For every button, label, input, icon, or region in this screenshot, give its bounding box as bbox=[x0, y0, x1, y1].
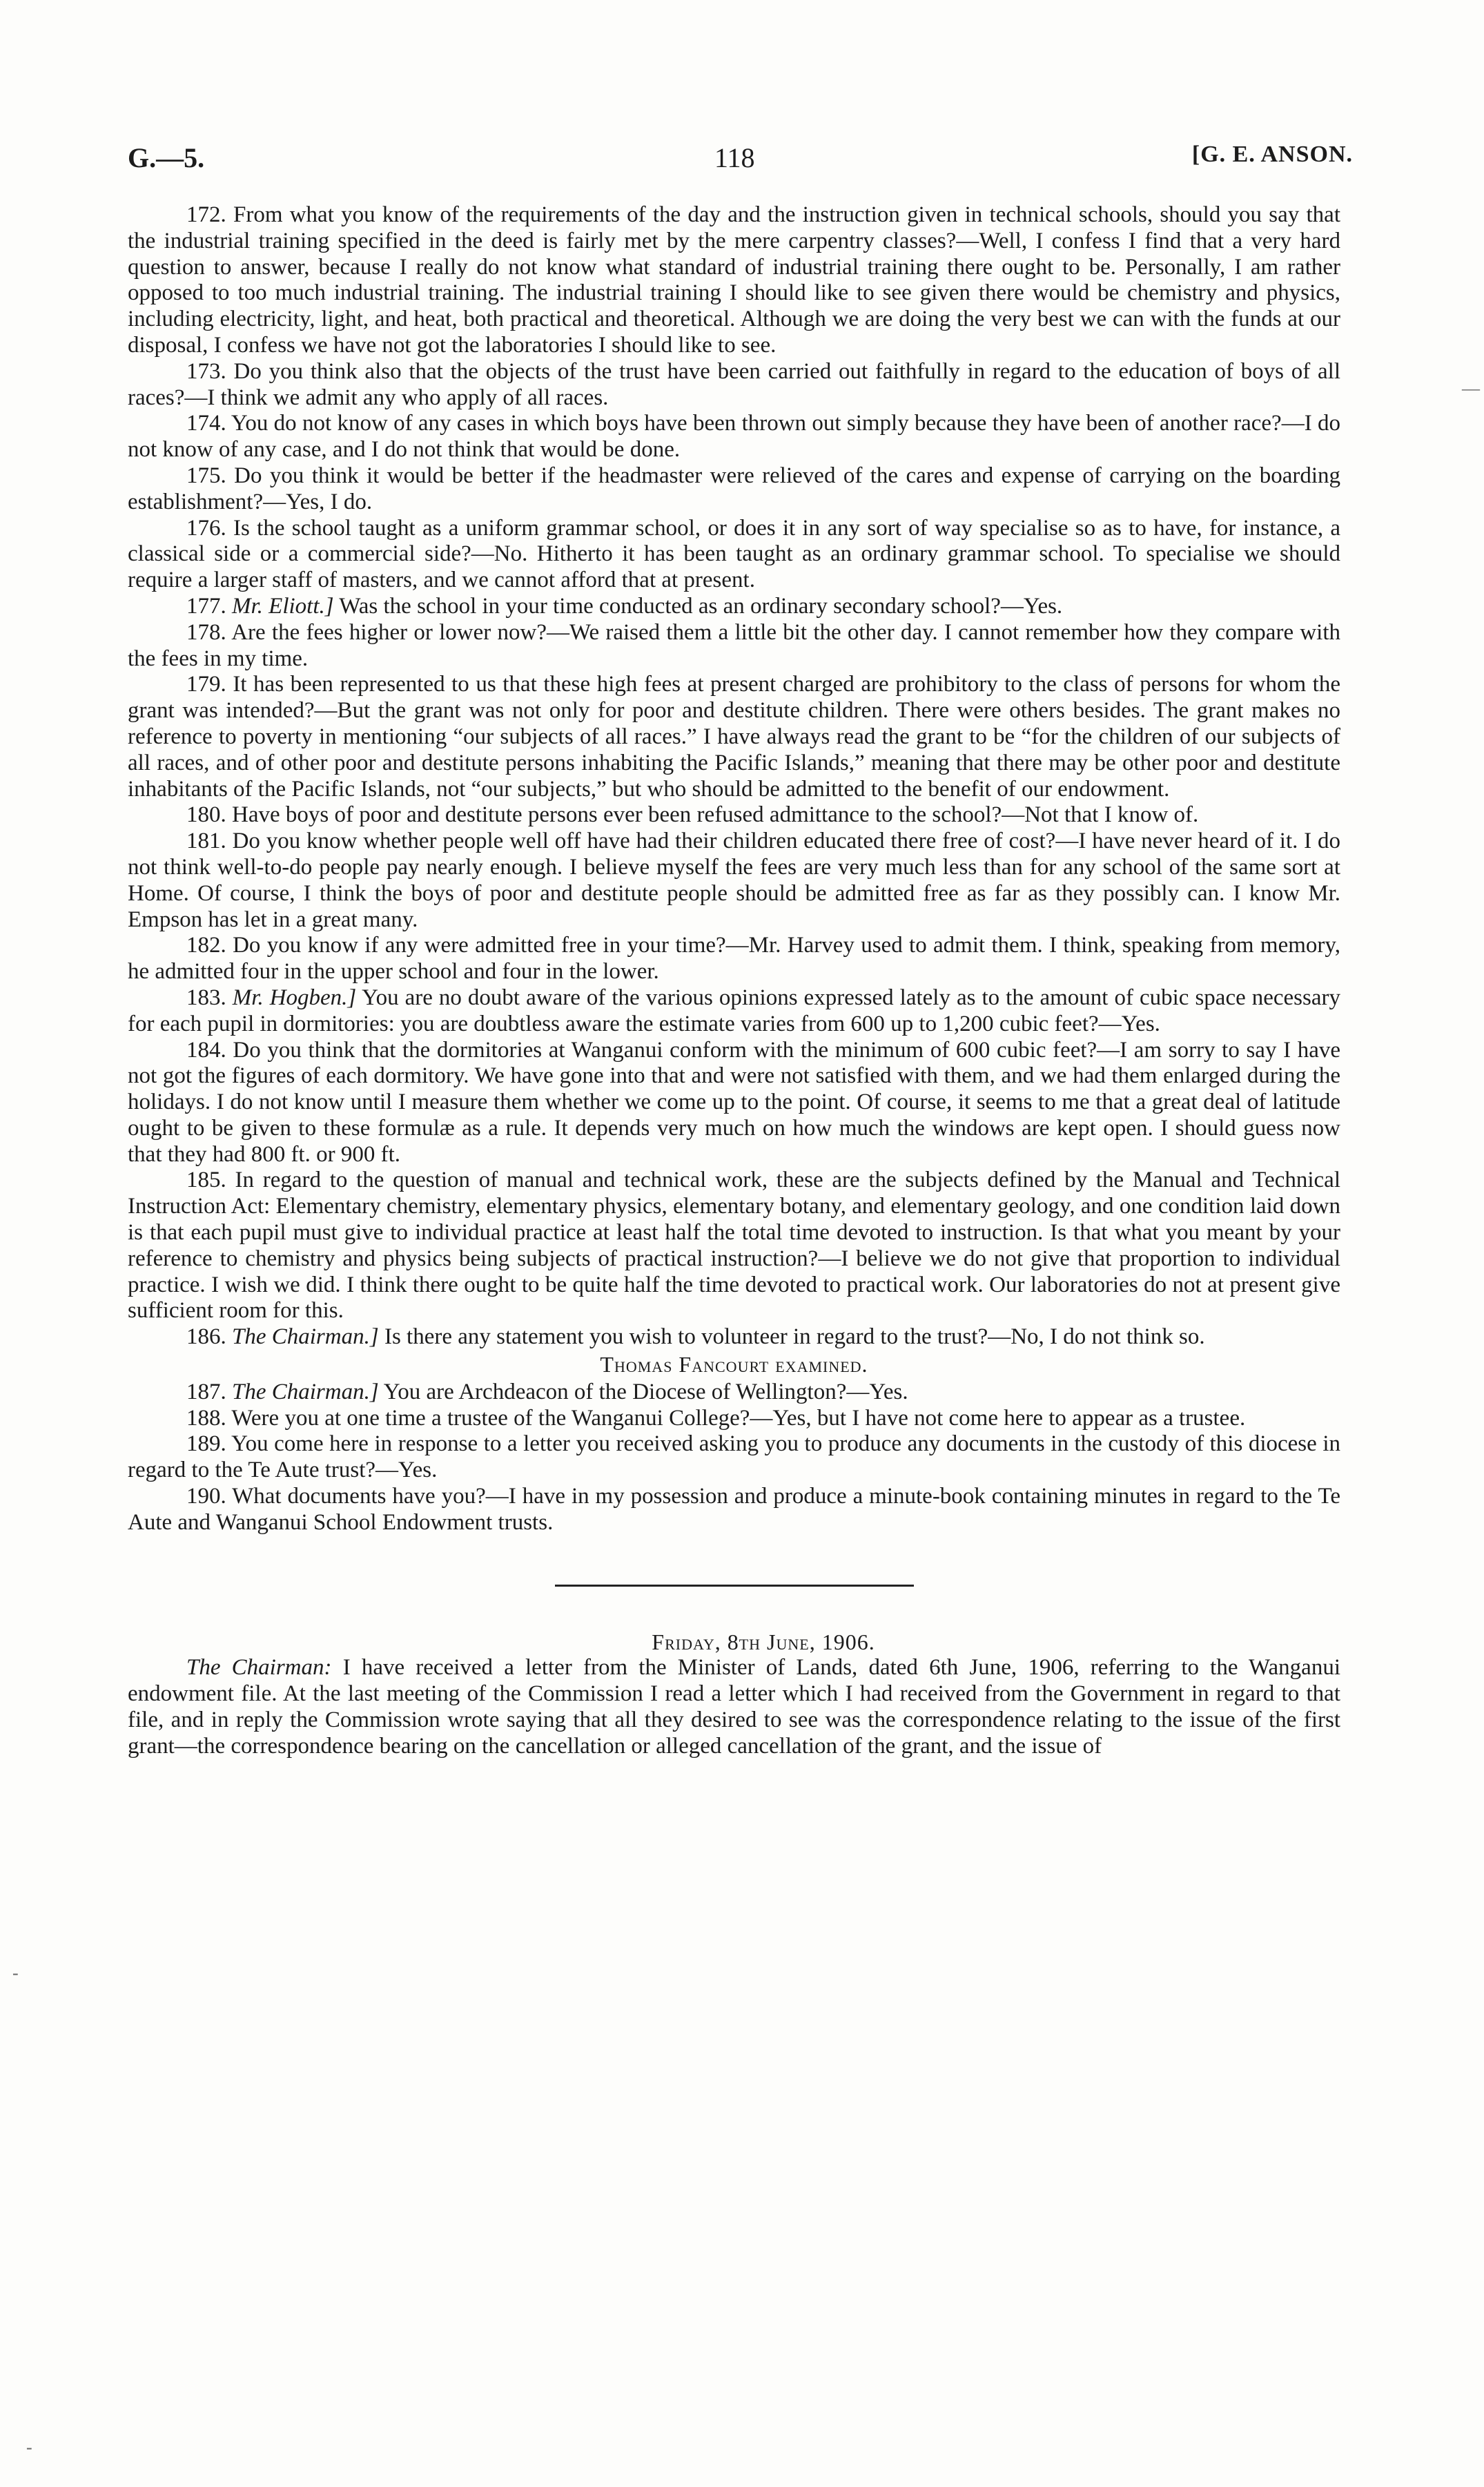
question-entry bbox=[128, 594, 1340, 620]
question-entry bbox=[128, 1168, 1340, 1324]
question-number: 174. bbox=[186, 411, 226, 436]
question-entry bbox=[128, 411, 1340, 463]
question-text: From what you know of the requirements of the day and the instruction given in technical schools, should you say that the industrial training specified in the deed is fairly met by the mere carpentry classes?—Well, I confess I find that a very hard question to answer, because I really do not know what standard of industrial training there ought to be. Personally, I am rather opposed to too much industrial training. The industrial training I should like to see given there would be chemistry and physics, including electricity, light, and heat, both practical and theoretical. Although we are doing the very best we can with the funds at our disposal, I confess we have not got the laboratories I should like to see. bbox=[128, 202, 1340, 358]
question-number: 177. bbox=[186, 593, 226, 619]
question-number: 188. bbox=[186, 1405, 226, 1431]
transcript-body bbox=[128, 202, 1340, 1760]
question-number: 180. bbox=[186, 802, 226, 828]
question-entry bbox=[128, 620, 1340, 672]
margin-dash: - bbox=[12, 1963, 19, 1983]
question-text: It has been represented to us that these high fees at present charged are prohibitory to the class of persons for whom the grant was intended?—But the grant was not only for poor and destitute children. There were others besides. The grant makes no reference to poverty in mentioning “our subjects of all races.” I have always read the grant to be “for the children of our subjects of all races, and of other poor and destitute persons inhabiting the Pacific Islands,” meaning that there may be other poor and destitute inhabitants of the Pacific Islands, not “our subjects,” but who should be admitted to the benefit of our endowment. bbox=[128, 672, 1340, 802]
question-number: 186. bbox=[186, 1324, 226, 1350]
witness-name: [G. E. ANSON. bbox=[1191, 142, 1353, 167]
question-number: 173. bbox=[186, 358, 226, 384]
speaker-label: The Chairman: bbox=[186, 1655, 332, 1681]
question-entry bbox=[128, 1038, 1340, 1168]
question-text: Do you know whether people well off have had their children educated there free of cost?—I have never heard of it. I do not think well-to-do people pay nearly enough. I believe myself the fees are very much less than for any school of the same sort at Home. Of course, I think the boys of poor and destitute people should be admitted free as far as they possibly can. I know Mr. Empson has let in a great many. bbox=[128, 829, 1340, 932]
question-list bbox=[128, 202, 1340, 1351]
question-number: 175. bbox=[186, 463, 226, 488]
question-entry bbox=[128, 1406, 1340, 1432]
question-entry bbox=[128, 1484, 1340, 1536]
question-text: Do you think that the dormitories at Wanganui conform with the minimum of 600 cubic feet?—I am sorry to say I have not got the figures of each dormitory. We have gone into that and were not satisfied with them, and we had them enlarged during the holidays. I do not know until I measure them whether we come up to the point. Of course, it seems to me that a great deal of latitude ought to be given to these formulæ as a rule. It depends very much on how much the windows are kept open. I should guess now that they had 800 ft. or 900 ft. bbox=[128, 1037, 1340, 1167]
question-text: You come here in response to a letter you received asking you to produce any documents in the custody of this diocese in regard to the Te Aute trust?—Yes. bbox=[128, 1431, 1340, 1483]
examined-heading: Thomas Fancourt examined. bbox=[600, 1352, 868, 1377]
question-text: Were you at one time a trustee of the Wanganui College?—Yes, but I have not come here to appear as a trustee. bbox=[231, 1405, 1246, 1431]
speaker-label: Mr. Eliott.] bbox=[232, 593, 334, 619]
question-text: You do not know of any cases in which boys have been thrown out simply because they have been of another race?—I do not know of any case, and I do not think that would be done. bbox=[128, 411, 1340, 463]
question-list bbox=[128, 1380, 1340, 1536]
question-text: What documents have you?—I have in my possession and produce a minute-book containing minutes in regard to the Te Aute and Wanganui School Endowment trusts. bbox=[128, 1484, 1340, 1535]
question-text: Do you think also that the objects of the trust have been carried out faithfully in regard to the education of boys of all races?—I think we admit any who apply of all races. bbox=[128, 358, 1341, 410]
question-number: 178. bbox=[186, 619, 226, 645]
question-text: Is the school taught as a uniform grammar school, or does it in any sort of way specialise so as to have, for instance, a classical side or a commercial side?—No. Hitherto it has been taught as an ordinary grammar school. To specialise we should require a larger staff of masters, and we cannot afford that at present. bbox=[128, 515, 1341, 593]
question-text: Do you know if any were admitted free in your time?—Mr. Harvey used to admit them. I think, speaking from memory, he admitted four in the upper school and four in the lower. bbox=[128, 933, 1341, 985]
question-entry bbox=[128, 359, 1340, 412]
question-text: You are no doubt aware of the various opinions expressed lately as to the amount of cubic space necessary for each pupil in dormitories: you are doubtless aware the estimate varies from 600 up to 1,200 cubic feet?—Yes. bbox=[128, 985, 1341, 1036]
question-number: 190. bbox=[186, 1484, 226, 1509]
parliamentary-paper-code: G.—5. bbox=[128, 142, 205, 173]
question-entry bbox=[128, 202, 1340, 359]
question-entry bbox=[128, 672, 1340, 802]
question-number: 184. bbox=[186, 1037, 226, 1063]
page-header bbox=[128, 142, 1353, 183]
section-divider bbox=[555, 1585, 914, 1587]
question-number: 187. bbox=[186, 1379, 226, 1404]
question-entry bbox=[128, 516, 1340, 594]
question-entry bbox=[128, 463, 1340, 516]
question-entry bbox=[128, 802, 1340, 829]
question-number: 179. bbox=[186, 672, 226, 697]
question-text: Was the school in your time conducted as an ordinary secondary school?—Yes. bbox=[339, 593, 1063, 619]
question-number: 189. bbox=[186, 1431, 226, 1457]
question-entry bbox=[128, 933, 1340, 985]
speaker-label: The Chairman.] bbox=[232, 1379, 379, 1404]
question-text: Do you think it would be better if the headmaster were relieved of the cares and expense of carrying on the boarding establishment?—Yes, I do. bbox=[128, 463, 1340, 514]
page-number: 118 bbox=[714, 142, 755, 173]
question-text: Are the fees higher or lower now?—We raised them a little bit the other day. I cannot remember how they compare with the fees in my time. bbox=[128, 619, 1341, 671]
question-text: You are Archdeacon of the Diocese of Wellington?—Yes. bbox=[383, 1379, 908, 1404]
question-text: Have boys of poor and destitute persons ever been refused admittance to the school?—Not that I know of. bbox=[232, 802, 1199, 828]
question-entry bbox=[128, 1324, 1340, 1351]
question-number: 185. bbox=[186, 1168, 226, 1193]
speaker-label: The Chairman.] bbox=[232, 1324, 379, 1350]
statement-text: I have received a letter from the Minister of Lands, dated 6th June, 1906, referring to the Wanganui endowment file. At the last meeting of the Commission I read a letter which I had received from the Government in regard to that file, and in reply the Commission wrote saying that all they desired to see was the correspondence relating to the issue of the first grant—the correspondence bearing on the cancellation or alleged cancellation of the grant, and the issue of bbox=[128, 1655, 1341, 1759]
margin-dash: - bbox=[26, 2437, 32, 2457]
question-entry bbox=[128, 829, 1340, 933]
date-heading: Friday, 8th June, 1906. bbox=[652, 1629, 875, 1654]
question-number: 176. bbox=[186, 515, 226, 541]
margin-dash: — bbox=[1462, 378, 1480, 398]
question-entry bbox=[128, 1431, 1340, 1484]
question-entry bbox=[128, 1380, 1340, 1406]
question-number: 172. bbox=[186, 202, 226, 227]
question-text: Is there any statement you wish to volunteer in regard to the trust?—No, I do not think so. bbox=[384, 1324, 1205, 1350]
question-number: 183. bbox=[186, 985, 226, 1010]
question-entry bbox=[128, 985, 1340, 1038]
question-number: 181. bbox=[186, 829, 226, 854]
question-text: In regard to the question of manual and technical work, these are the subjects defined by the Manual and Technical Instruction Act: Elementary chemistry, elementary physics, elementary botany, and elementary geology, and one condition laid down is that each pupil must give to individual practice at least half the total time devoted to instruction. Is that what you meant by your reference to chemistry and physics being subjects of practical instruction?—I believe we do not give that proportion to individual practice. I wish we did. I think there ought to be quite half the time devoted to practical work. Our laboratories do not at present give sufficient room for this. bbox=[128, 1168, 1341, 1324]
question-number: 182. bbox=[186, 933, 226, 958]
speaker-label: Mr. Hogben.] bbox=[232, 985, 357, 1010]
chairman-statement bbox=[128, 1655, 1340, 1759]
